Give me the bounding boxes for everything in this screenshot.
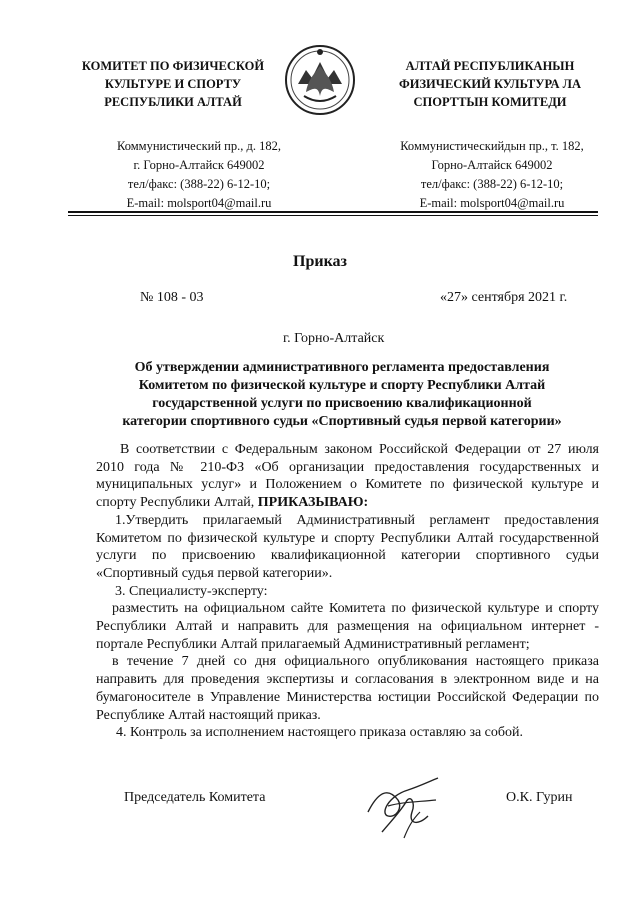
subject-line: категории спортивного судьи «Спортивный судья первой категории» bbox=[122, 414, 562, 429]
document-subject bbox=[110, 359, 574, 431]
header-divider-thin bbox=[68, 215, 598, 216]
org-name-line: ФИЗИЧЕСКИЙ КУЛЬТУРА ЛА bbox=[399, 77, 581, 91]
address-line: E-mail: molsport04@mail.ru bbox=[419, 196, 565, 210]
subject-line: государственной услуги по присвоению квалификационной bbox=[152, 396, 532, 411]
document-date: «27» сентября 2021 г. bbox=[440, 290, 568, 305]
address-line: E-mail: molsport04@mail.ru bbox=[126, 196, 272, 210]
address-line: г. Горно-Алтайск 649002 bbox=[133, 158, 265, 172]
address-altai bbox=[382, 137, 602, 213]
header-divider bbox=[68, 211, 598, 213]
signatory-name: О.К. Гурин bbox=[506, 790, 573, 805]
address-line: Горно-Алтайск 649002 bbox=[431, 158, 553, 172]
org-name-line: КУЛЬТУРЕ И СПОРТУ bbox=[104, 77, 242, 91]
handwritten-signature-icon bbox=[358, 772, 448, 844]
order-item-3a: разместить на официальном сайте Комитета по физической культуре и спорту Республики Алтай и направить для размещения на официальном интернет - портале Республики Алтай прилагаемый Административный регламент; bbox=[96, 601, 599, 652]
subject-line: Комитетом по физической культуре и спорту Республики Алтай bbox=[138, 378, 546, 393]
address-line: тел/факс: (388-22) 6-12-10; bbox=[420, 177, 564, 191]
order-item-3b: в течение 7 дней со дня официального опубликования настоящего приказа направить для проведения экспертизы и согласования в электронном виде и на бумагоносителе в Управление Министерства юстиции Российской Федерации по Республике Алтай настоящий приказ. bbox=[96, 654, 599, 723]
org-name-line: СПОРТТЫН КОМИТЕДИ bbox=[413, 95, 567, 109]
org-name-line: РЕСПУБЛИКИ АЛТАЙ bbox=[104, 95, 242, 109]
address-line: Коммунистический пр., д. 182, bbox=[117, 139, 281, 153]
org-name-altai bbox=[385, 57, 595, 111]
order-item-3: 3. Специалисту-эксперту: bbox=[115, 583, 268, 599]
org-name-line: АЛТАЙ РЕСПУБЛИКАНЫН bbox=[405, 59, 575, 73]
emblem-icon bbox=[284, 40, 356, 120]
subject-line: Об утверждении административного регламента предоставления bbox=[134, 360, 550, 375]
document-number: № 108 - 03 bbox=[140, 290, 204, 305]
preamble-text: В соответствии с Федеральным законом Российской Федерации от 27 июля 2010 года № 210-ФЗ «Об организации предоставления государственных и муниципальных услуг» и Положением о Комитете по физической культуре и спорту Республики Алтай, bbox=[96, 442, 599, 511]
org-name-russian bbox=[78, 57, 268, 111]
order-item-4: 4. Контроль за исполнением настоящего приказа оставляю за собой. bbox=[116, 725, 524, 741]
address-line: тел/факс: (388-22) 6-12-10; bbox=[127, 177, 271, 191]
document-city: г. Горно-Алтайск bbox=[283, 331, 385, 346]
address-russian bbox=[96, 137, 302, 213]
preamble-action: ПРИКАЗЫВАЮ: bbox=[257, 495, 369, 511]
address-line: Коммунистическийдын пр., т. 182, bbox=[400, 139, 584, 153]
order-item-1: 1.Утвердить прилагаемый Административный регламент предоставления Комитетом по физической культуре и спорту Республики Алтай государственной услуги по присвоению квалификационной категории спортивного судьи «Спортивный судья первой категории». bbox=[96, 512, 599, 581]
preamble-paragraph bbox=[96, 441, 599, 512]
org-name-line: КОМИТЕТ ПО ФИЗИЧЕСКОЙ bbox=[81, 59, 265, 73]
signatory-role: Председатель Комитета bbox=[124, 790, 266, 805]
document-title: Приказ bbox=[293, 253, 347, 270]
document-body bbox=[96, 441, 599, 742]
